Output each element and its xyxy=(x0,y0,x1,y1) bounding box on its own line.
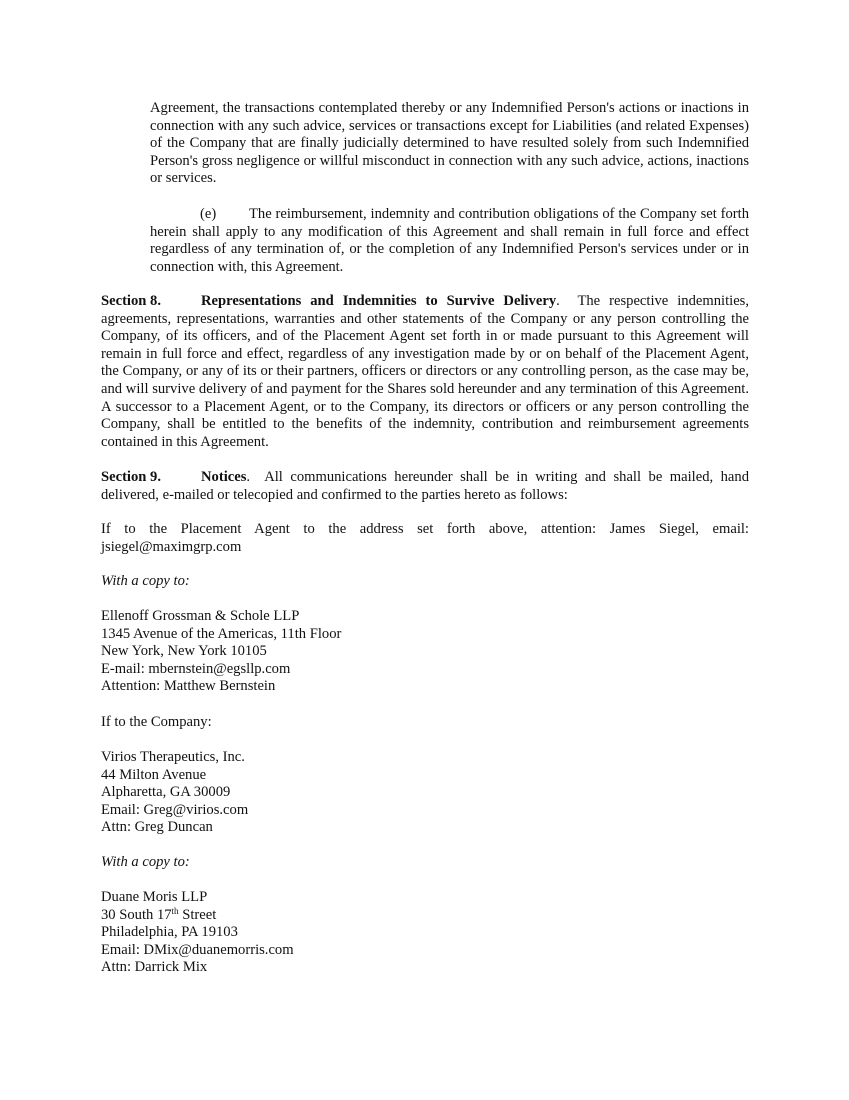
company-label xyxy=(101,714,749,732)
egs-email: E-mail: mbernstein@egsllp.com xyxy=(101,660,291,677)
subsection-e-paragraph xyxy=(150,206,749,276)
egs-street: 1345 Avenue of the Americas, 11th Floor xyxy=(101,625,342,642)
company-city: Alpharetta, GA 30009 xyxy=(101,784,231,801)
company-label-text: If to the Company: xyxy=(101,714,212,730)
duane-address-block xyxy=(101,889,749,977)
copy-to-label-1-text: With a copy to: xyxy=(101,573,190,589)
subsection-e-label: (e) xyxy=(200,206,217,222)
egs-name: Ellenoff Grossman & Schole LLP xyxy=(101,608,300,624)
section-8-heading: Representations and Indemnities to Survive Delivery xyxy=(201,293,557,309)
company-address-block xyxy=(101,749,749,837)
section-9-period: . xyxy=(246,469,251,485)
duane-email: Email: DMix@duanemorris.com xyxy=(101,941,294,958)
duane-attn: Attn: Darrick Mix xyxy=(101,959,208,976)
section-9-number: Section 9. xyxy=(101,469,161,485)
section-8-paragraph xyxy=(101,293,757,451)
section-9-body: All communications hereunder shall be in writing and shall be mailed, hand delivered, e-mailed or telecopied and confirmed to the parties hereto as follows: xyxy=(101,469,753,503)
duane-city: Philadelphia, PA 19103 xyxy=(101,924,238,941)
company-attn: Attn: Greg Duncan xyxy=(101,819,213,836)
section-9-paragraph xyxy=(101,469,753,504)
indemnity-continuation-text: Agreement, the transactions contemplated thereby or any Indemnified Person's actions or inactions in connection with any such advice, services or transactions except for Liabilities (and related Expenses) of the Company that are finally judicially determined to have resulted solely from such Indemnified Person's gross negligence or willful misconduct in connection with any such advice, actions, inactions or services. xyxy=(150,100,749,187)
section-8-number: Section 8. xyxy=(101,293,161,309)
duane-street-number: 30 South 17 xyxy=(101,906,172,923)
copy-to-label-2-text: With a copy to: xyxy=(101,854,190,870)
duane-street-suffix: Street xyxy=(178,906,217,923)
section-8-body: The respective indemnities, agreements, representations, warranties and other statements of the Company or any person controlling the Company, of its officers, and of the Placement Agent set forth in or made pursuant to this Agreement will remain in full force and effect, regardless of any investigation made by or on behalf of the Placement Agent, the Company, or any of its or their partners, officers or directors or any controlling person, as the case may be, and will survive delivery of and payment for the Shares sold hereunder and any termination of this Agreement. A successor to a Placement Agent, or to the Company, its directors or officers or any person controlling the Company, shall be entitled to the benefits of the indemnity, contribution and reimbursement agreements contained in this Agreement. xyxy=(101,293,757,450)
placement-agent-notice xyxy=(101,521,749,556)
company-email: Email: Greg@virios.com xyxy=(101,801,249,818)
egs-city: New York, New York 10105 xyxy=(101,643,267,660)
indemnity-continuation-paragraph xyxy=(150,100,749,188)
placement-agent-notice-text: If to the Placement Agent to the address set forth above, attention: James Siegel, email: jsiegel@maximgrp.com xyxy=(101,521,749,555)
section-8-period: . xyxy=(556,293,560,309)
copy-to-label-1 xyxy=(101,573,749,591)
company-name: Virios Therapeutics, Inc. xyxy=(101,749,245,765)
company-street: 44 Milton Avenue xyxy=(101,766,207,783)
duane-street-ordinal: th xyxy=(171,905,179,916)
copy-to-label-2 xyxy=(101,854,749,872)
egs-attention: Attention: Matthew Bernstein xyxy=(101,678,276,695)
duane-street xyxy=(101,907,749,925)
egs-address-block xyxy=(101,608,749,696)
section-9-heading: Notices xyxy=(201,469,247,485)
duane-name: Duane Moris LLP xyxy=(101,889,208,905)
subsection-e-text: The reimbursement, indemnity and contribution obligations of the Company set forth herein shall apply to any modification of this Agreement and shall remain in full force and effect regardless of any termination of, or the completion of any Indemnified Person's services under or in connection with, this Agreement. xyxy=(150,206,749,275)
